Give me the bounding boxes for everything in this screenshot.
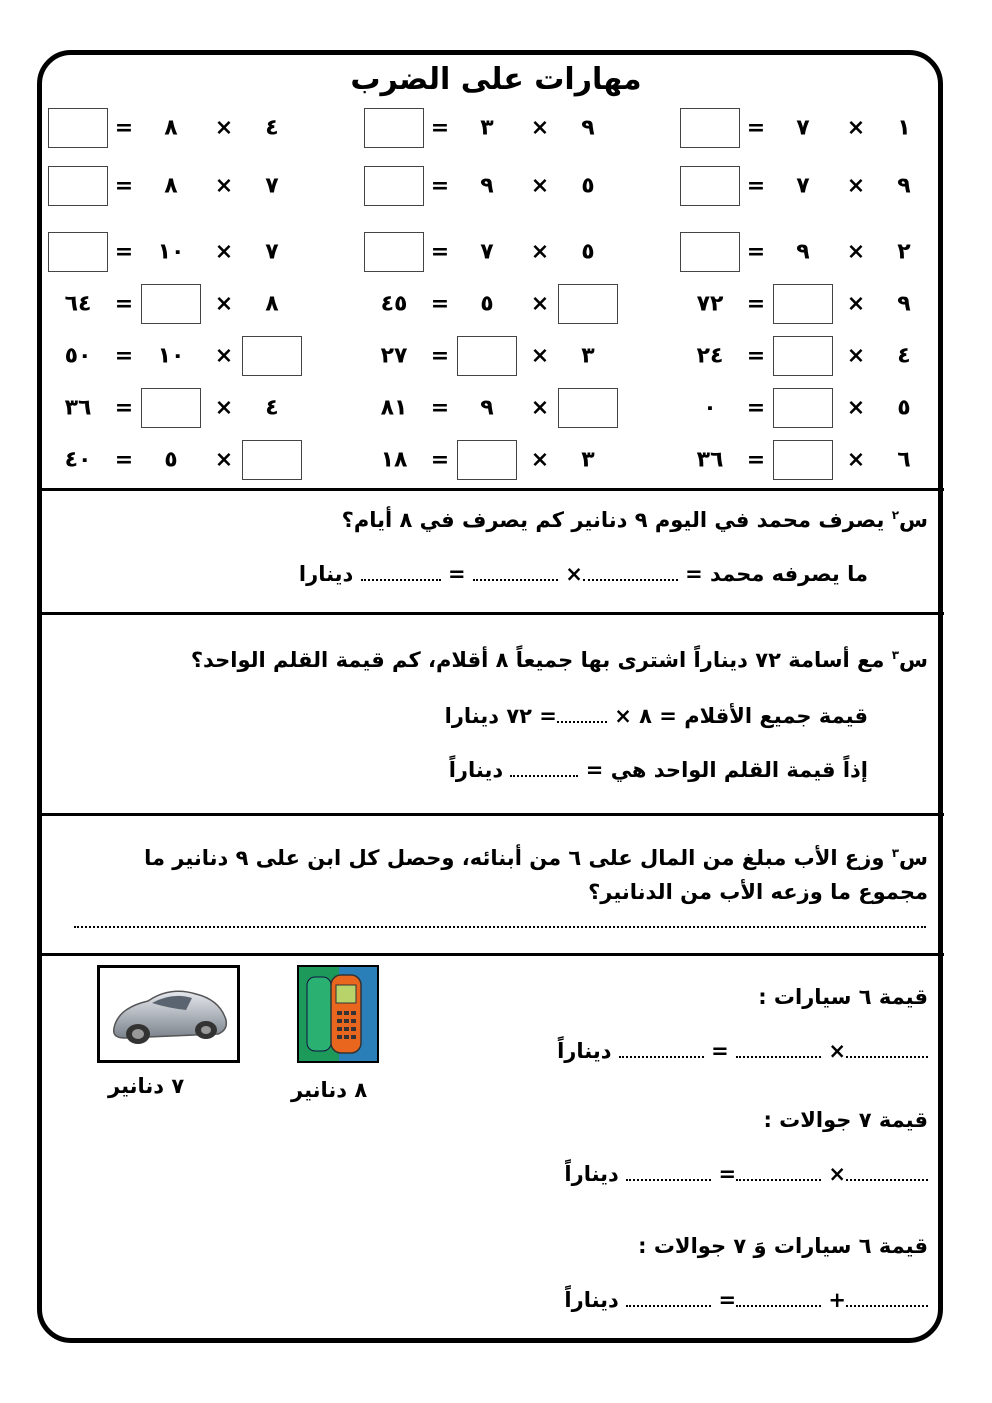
- times-sign: ×: [214, 115, 234, 141]
- phones-answer-line: × = ديناراً: [564, 1162, 928, 1186]
- times-sign: ×: [530, 115, 550, 141]
- times-sign: ×: [846, 173, 866, 199]
- answer-box[interactable]: [680, 166, 740, 206]
- equals-sign: =: [746, 343, 766, 369]
- number: ٢٤: [696, 343, 724, 369]
- times-sign: ×: [214, 343, 234, 369]
- section-divider: [40, 612, 944, 615]
- number: ٨: [164, 115, 178, 141]
- number: ٧: [265, 173, 279, 199]
- number: ٥: [581, 239, 595, 265]
- number: ٦: [897, 447, 911, 473]
- equals-sign: =: [114, 395, 134, 421]
- number: ٩: [480, 173, 494, 199]
- question-3a-line-2: إذاً قيمة القلم الواحد هي = ديناراً: [448, 758, 868, 782]
- answer-box[interactable]: [558, 284, 618, 324]
- answer-blank[interactable]: [626, 1165, 711, 1181]
- equals-sign: =: [746, 239, 766, 265]
- times-sign: ×: [214, 395, 234, 421]
- equals-sign: =: [114, 115, 134, 141]
- answer-line[interactable]: [74, 926, 926, 928]
- question-3b-line-2: مجموع ما وزعه الأب من الدنانير؟: [588, 880, 928, 904]
- answer-box[interactable]: [48, 166, 108, 206]
- equals-sign: =: [746, 173, 766, 199]
- number: ١٠: [157, 343, 185, 369]
- number: ١٨: [380, 447, 408, 473]
- question-3a: س$^٣$ مع أسامة ٧٢ ديناراً اشترى بها جميعاً ٨ أقلام، كم قيمة القلم الواحد؟: [190, 648, 928, 672]
- number: ٢: [897, 239, 911, 265]
- times-sign: ×: [846, 395, 866, 421]
- answer-box[interactable]: [364, 166, 424, 206]
- number: ٧٢: [696, 291, 724, 317]
- answer-box[interactable]: [773, 440, 833, 480]
- times-sign: ×: [530, 447, 550, 473]
- times-sign: ×: [530, 343, 550, 369]
- answer-blank[interactable]: [846, 1291, 928, 1307]
- answer-blank[interactable]: [619, 1042, 704, 1058]
- answer-box[interactable]: [457, 440, 517, 480]
- times-sign: ×: [846, 239, 866, 265]
- equals-sign: =: [430, 239, 450, 265]
- answer-box[interactable]: [773, 336, 833, 376]
- number: ٤: [265, 115, 279, 141]
- number: ٧: [796, 173, 810, 199]
- number: ٨: [265, 291, 279, 317]
- answer-blank[interactable]: [473, 565, 558, 581]
- number: ٣٦: [696, 447, 724, 473]
- number: ٣: [581, 447, 595, 473]
- equals-sign: =: [746, 447, 766, 473]
- question-3a-line-1: قيمة جميع الأقلام = ٨ × = ٧٢ دينارا: [444, 704, 868, 728]
- answer-box[interactable]: [558, 388, 618, 428]
- number: ٣٦: [64, 395, 92, 421]
- times-sign: ×: [846, 115, 866, 141]
- answer-box[interactable]: [141, 388, 201, 428]
- number: ٤٥: [380, 291, 408, 317]
- equals-sign: =: [430, 115, 450, 141]
- number: ٥: [581, 173, 595, 199]
- times-sign: ×: [846, 447, 866, 473]
- times-sign: ×: [214, 447, 234, 473]
- times-sign: ×: [214, 173, 234, 199]
- number: ٤: [897, 343, 911, 369]
- equals-sign: =: [746, 395, 766, 421]
- phones-title: قيمة ٧ جوالات :: [763, 1108, 928, 1132]
- times-sign: ×: [846, 343, 866, 369]
- answer-box[interactable]: [680, 108, 740, 148]
- answer-blank[interactable]: [736, 1291, 821, 1307]
- answer-blank[interactable]: [361, 565, 441, 581]
- phone-picture: [297, 965, 379, 1063]
- mobile-phone-icon: [299, 967, 377, 1061]
- number: ٧: [265, 239, 279, 265]
- answer-box[interactable]: [773, 388, 833, 428]
- car-icon: [100, 968, 237, 1060]
- number: ٩: [480, 395, 494, 421]
- times-sign: ×: [846, 291, 866, 317]
- answer-blank[interactable]: [626, 1291, 711, 1307]
- answer-box[interactable]: [141, 284, 201, 324]
- answer-box[interactable]: [242, 440, 302, 480]
- number: ٩: [581, 115, 595, 141]
- answer-blank[interactable]: [557, 707, 607, 723]
- equals-sign: =: [114, 343, 134, 369]
- equals-sign: =: [430, 447, 450, 473]
- equals-sign: =: [114, 447, 134, 473]
- answer-box[interactable]: [48, 108, 108, 148]
- number: ٩: [897, 173, 911, 199]
- times-sign: ×: [214, 291, 234, 317]
- cars-title: قيمة ٦ سيارات :: [758, 985, 928, 1009]
- question-2-answer-line: ما يصرفه محمد = × = دينارا: [298, 562, 868, 586]
- equals-sign: =: [430, 343, 450, 369]
- answer-blank[interactable]: [510, 761, 578, 777]
- times-sign: ×: [530, 291, 550, 317]
- number: ٤٠: [64, 447, 92, 473]
- equals-sign: =: [430, 291, 450, 317]
- answer-blank[interactable]: [736, 1165, 821, 1181]
- answer-box[interactable]: [773, 284, 833, 324]
- equals-sign: =: [746, 291, 766, 317]
- times-sign: ×: [530, 173, 550, 199]
- section-divider: [40, 813, 944, 816]
- answer-blank[interactable]: [846, 1165, 928, 1181]
- equals-sign: =: [430, 395, 450, 421]
- answer-box[interactable]: [242, 336, 302, 376]
- car-picture: [97, 965, 240, 1063]
- number: ٧: [796, 115, 810, 141]
- answer-box[interactable]: [364, 108, 424, 148]
- answer-box[interactable]: [48, 232, 108, 272]
- total-answer-line: + = ديناراً: [564, 1288, 928, 1312]
- number: ٥٠: [64, 343, 92, 369]
- number: ٤: [265, 395, 279, 421]
- number: ٨١: [380, 395, 408, 421]
- answer-box[interactable]: [457, 336, 517, 376]
- number: ٩: [796, 239, 810, 265]
- number: ٥: [164, 447, 178, 473]
- number: ٥: [897, 395, 911, 421]
- car-price: ٧ دنانير: [108, 1074, 185, 1098]
- number: ٢٧: [380, 343, 408, 369]
- equals-sign: =: [430, 173, 450, 199]
- number: ٠: [703, 395, 717, 421]
- cars-answer-line: × = ديناراً: [557, 1039, 928, 1063]
- times-sign: ×: [214, 239, 234, 265]
- equals-sign: =: [114, 173, 134, 199]
- question-3b: س$^٣$ وزع الأب مبلغ من المال على ٦ من أبنائه، وحصل كل ابن على ٩ دنانير ما: [144, 846, 928, 870]
- question-2: س$^٢$ يصرف محمد في اليوم ٩ دنانير كم يصرف في ٨ أيام؟: [341, 508, 928, 532]
- equals-sign: =: [746, 115, 766, 141]
- equals-sign: =: [114, 291, 134, 317]
- phone-price: ٨ دنانير: [291, 1078, 368, 1102]
- number: ٩: [897, 291, 911, 317]
- answer-blank[interactable]: [583, 565, 678, 581]
- number: ١: [897, 115, 911, 141]
- number: ٧: [480, 239, 494, 265]
- total-title: قيمة ٦ سيارات وَ ٧ جوالات :: [638, 1234, 928, 1258]
- times-sign: ×: [530, 395, 550, 421]
- section-divider: [40, 953, 944, 956]
- number: ٣: [480, 115, 494, 141]
- answer-blank[interactable]: [736, 1042, 821, 1058]
- answer-box[interactable]: [680, 232, 740, 272]
- number: ٨: [164, 173, 178, 199]
- number: ١٠: [157, 239, 185, 265]
- section-divider: [40, 488, 944, 491]
- answer-blank[interactable]: [846, 1042, 928, 1058]
- times-sign: ×: [530, 239, 550, 265]
- number: ٥: [480, 291, 494, 317]
- worksheet-title: مهارات على الضرب: [350, 62, 642, 97]
- equals-sign: =: [114, 239, 134, 265]
- number: ٣: [581, 343, 595, 369]
- number: ٦٤: [64, 291, 92, 317]
- answer-box[interactable]: [364, 232, 424, 272]
